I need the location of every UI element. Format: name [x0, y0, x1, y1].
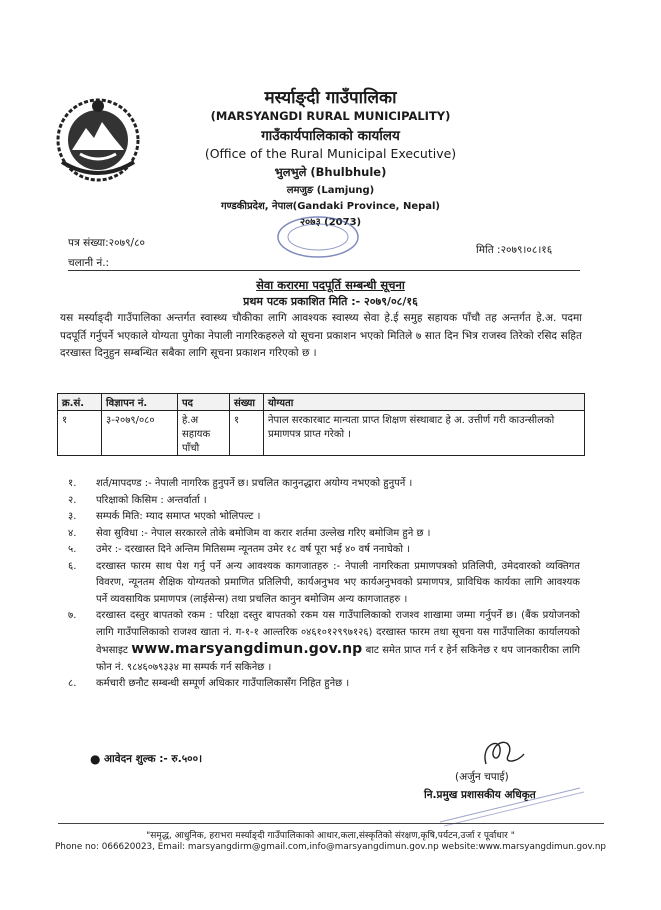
list-item — [68, 542, 580, 559]
municipality-name-nepali: मर्स्याङ्दी गाउँपालिका — [264, 88, 397, 108]
table-header: संख्या — [230, 394, 264, 411]
bullet-icon: ● — [90, 752, 101, 766]
website-link[interactable]: www.marsyangdimun.gov.np — [131, 641, 363, 657]
footer-divider — [58, 823, 604, 824]
place-name: भुलभुले (Bhulbhule) — [274, 165, 387, 179]
item-text: दरखास्त दस्तुर बापतको रकम : परिक्षा दस्तुर बापतको रकम यस गाउँपालिकाको राजश्व शाखामा जम्मा गर्नुपर्ने छ। (बैंक प्रयोजनको लागि गाउँपालिकाको राजश्व खाता नं. ग-१-१ आल्तरिक ०४६१०१२९९७१२६) दरखास्त फारम तथा सूचना यस गाउँपालिका कार्यालयको वेभसाइट — [96, 610, 580, 656]
district-name: लमजुङ (Lamjung) — [286, 185, 375, 196]
officer-seal-icon — [430, 778, 590, 828]
item-number: ७. — [68, 610, 77, 621]
established-year: २०७३ (2073) — [299, 217, 362, 228]
office-name-english: (Office of the Rural Municipal Executive) — [204, 146, 457, 161]
signature-icon — [478, 734, 528, 772]
item-number: ८. — [68, 678, 77, 689]
list-item — [68, 476, 580, 493]
item-number: ३. — [68, 511, 77, 522]
item-text: कर्मचारी छनौट सम्बन्धी सम्पूर्ण अधिकार गाउँपालिकासँग निहित हुनेछ । — [96, 678, 350, 689]
table-cell: १ — [58, 411, 102, 456]
item-text: उमेर :- दरखास्त दिने अन्तिम मितिसम्म न्यूनतम उमेर १८ वर्ष पूरा भई ४० वर्ष ननाघेको । — [96, 544, 410, 555]
table-cell: ३-२०७९/०८० — [102, 411, 178, 456]
vacancy-table — [57, 393, 585, 456]
signatory-name: (अर्जुन चपाई) — [455, 771, 509, 783]
letter-date: मिति :२०७९।०८।१६ — [476, 244, 553, 256]
province-name: गण्डकीप्रदेश, नेपाल(Gandaki Province, Nepal) — [220, 201, 441, 212]
item-text: सम्पर्क मिति: म्याद समाप्त भएको भोलिपल्ट । — [96, 511, 261, 522]
municipality-name-english: (MARSYANGDI RURAL MUNICIPALITY) — [210, 109, 451, 123]
list-item — [68, 526, 580, 543]
item-number: १. — [68, 478, 77, 489]
footer-motto: "समृद्ध, आधुनिक, हराभरा मर्स्याङ्दी गाउँपालिकाको आधार,कला,संस्कृतिको संरक्षण,कृषि,पर्यटन,उर्जा र पूर्वाधार " — [146, 831, 515, 841]
item-text: शर्त/मापदण्ड :- नेपाली नागरिक हुनुपर्ने छ। प्रचलित कानुनद्धारा अयोग्य नभएको हुनुपर्ने । — [96, 478, 413, 489]
signatory-title: नि.प्रमुख प्रशासकीय अधिकृत — [424, 789, 536, 801]
application-fee: आवेदन शुल्क :- रु.५००। — [104, 753, 203, 765]
item-number: ६. — [68, 560, 77, 572]
item-text: दरखास्त फारम साथ पेश गर्नु पर्ने अन्य आवश्यक कागजातहरु :- नेपाली नागरिकता प्रमाणपत्रको प्रतिलिपी, उमेदवारको व्यक्तिगत विवरण, न्यूनतम शैक्षिक योग्यतको प्रमाणित प्रतिलिपी, कार्यअनुभव भए कार्यअनुभवको प्रमाणपत्र, प्राविधिक कार्यका लागि आवश्यक पर्ने व्यवसायिक प्रमाणपत्र (लाईसेन्स) तथा प्रचलित कानुन बमोजिम अन्य कागजातहरु । — [96, 560, 580, 605]
table-cell: नेपाल सरकारबाट मान्यता प्राप्त शिक्षण संस्थाबाट हे अ. उत्तीर्ण गरी काउन्सीलको प्रमाणपत्र प्राप्त गरेको । — [264, 411, 585, 456]
item-number: २. — [68, 494, 77, 506]
list-item — [68, 493, 580, 510]
conditions-list — [68, 476, 580, 693]
item-text: बाट समेत प्राप्त गर्न र हेर्न सकिनेछ र थप जानकारीका लागि फोन नं. ९८४६०७९३३४ मा सम्पर्क गर्न सकिनेछ । — [96, 645, 580, 673]
table-cell: हे.अ सहायक पाँचौ — [178, 411, 230, 456]
header-divider — [68, 270, 580, 271]
list-item — [68, 509, 580, 526]
table-header: विज्ञापन नं. — [102, 394, 178, 411]
published-date: प्रथम पटक प्रकाशित मिति :- २०७९/०८/१६ — [243, 295, 418, 308]
notice-intro: यस मर्स्याङ्दी गाउँपालिका अन्तर्गत स्वास्थ्य चौकीका लागि आवश्यक स्वास्थ्य सेवा हे.ई समुह सहायक पाँचौ तह अन्तर्गत हे.अ. पदमा पदपूर्ति गर्नुपर्ने भएकाले योग्यता पुगेका नेपाली नागरिकहरुले यो सूचना प्रकाशन भएको मितिले ७ सात दिन भित्र राजस्व तिरेको रसिद सहित दरखास्त दिनुहुन सम्बन्धित सबैका लागि सूचना प्रकाशन गरिएको छ । — [60, 312, 582, 359]
table-header: योग्यता — [264, 394, 585, 411]
list-item — [68, 608, 580, 676]
item-number: ४. — [68, 527, 77, 539]
item-text: सेवा सुविधा :- नेपाल सरकारले तोके बमोजिम वा करार शर्तमा उल्लेख गरिए बमोजिम हुने छ । — [96, 527, 431, 539]
item-number: ५. — [68, 544, 77, 555]
footer-contact: Phone no: 066620023, Email: marsyangdirm@gmail.com,info@marsyangdimun.gov.np website:www.marsyangdimun.gov.np — [55, 842, 606, 852]
list-item — [68, 559, 580, 609]
table-cell: १ — [230, 411, 264, 456]
reference-number: पत्र संख्या:२०७९/८० — [68, 237, 145, 249]
dispatch-number: चलानी नं.: — [68, 257, 110, 269]
item-text: परिक्षाको किसिम : अन्तर्वार्ता । — [96, 494, 207, 506]
office-name-nepali: गाउँकार्यपालिकाको कार्यालय — [261, 128, 400, 144]
table-header: क्र.सं. — [58, 394, 102, 411]
notice-title: सेवा करारमा पदपूर्ति सम्बन्धी सूचना — [256, 278, 405, 292]
table-header-row — [58, 394, 585, 411]
table-header: पद — [178, 394, 230, 411]
table-row — [58, 411, 585, 456]
list-item — [68, 676, 580, 693]
office-stamp-icon — [268, 214, 368, 260]
